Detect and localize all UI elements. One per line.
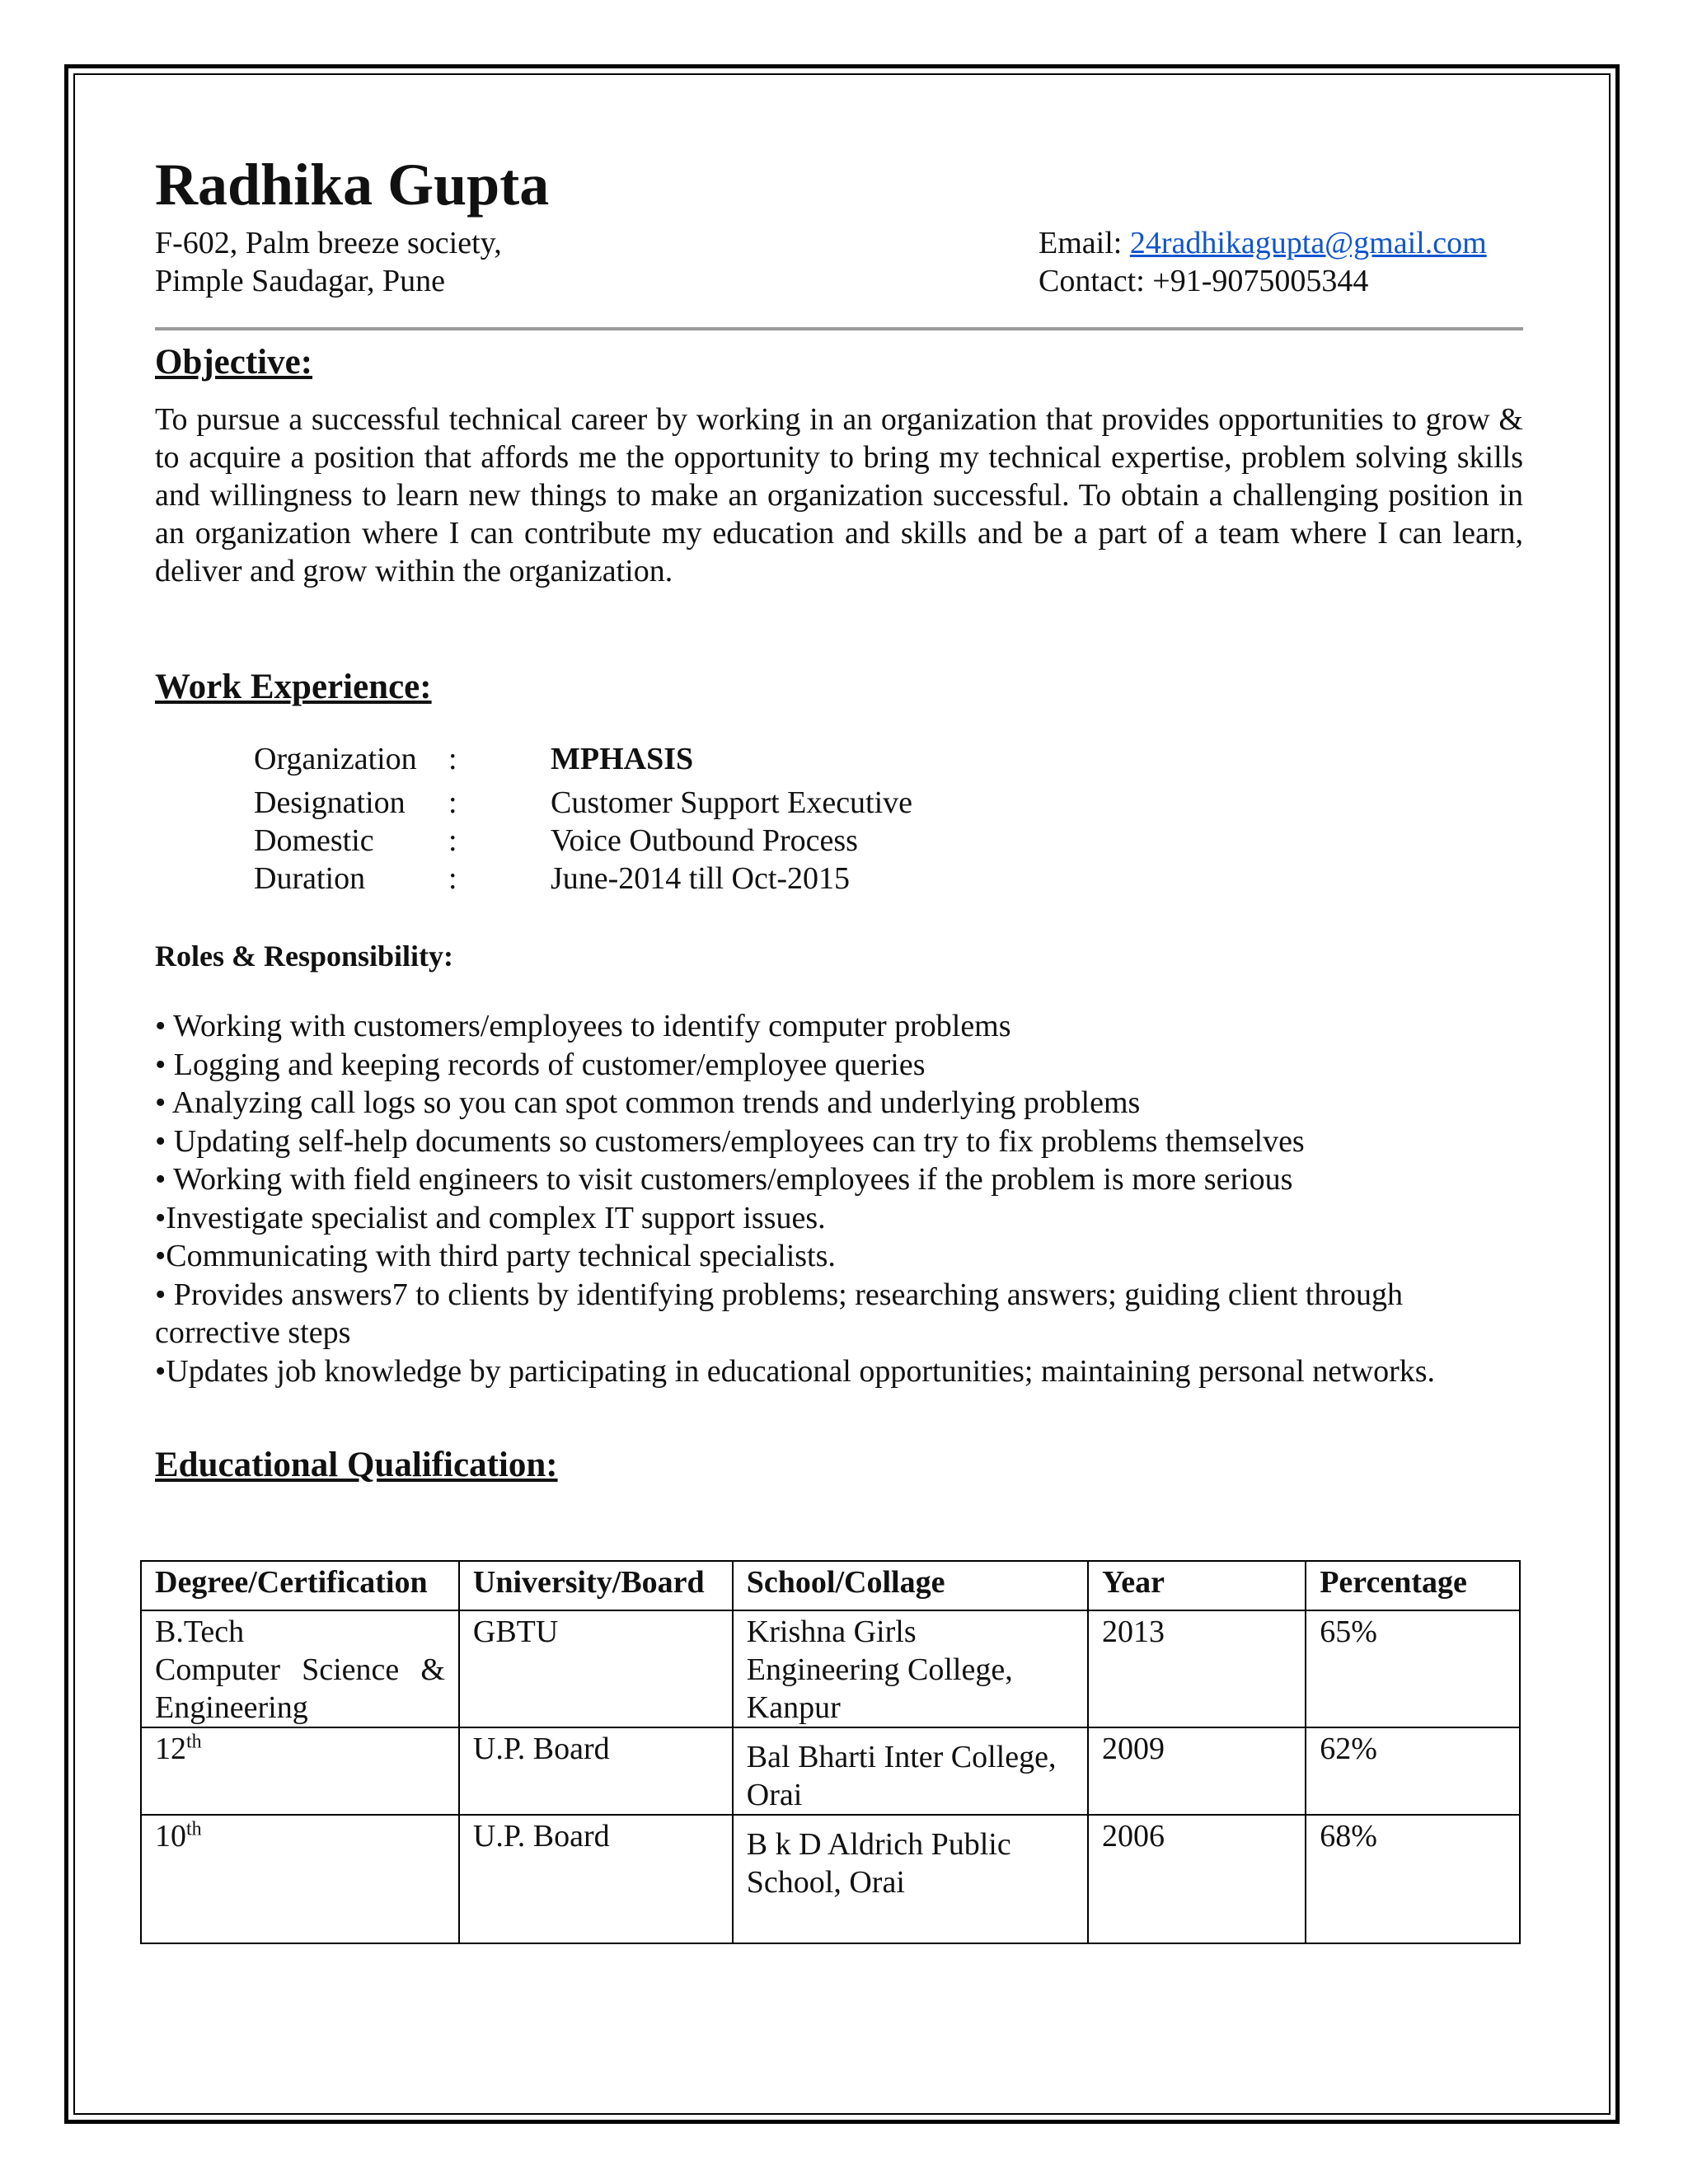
percentage-cell: 62%: [1306, 1727, 1520, 1815]
board-cell: U.P. Board: [459, 1815, 733, 1943]
list-item: • Working with customers/employees to identify computer problems: [155, 1009, 1011, 1043]
degree-suffix: th: [186, 1818, 202, 1840]
school-cell: B k D Aldrich Public School, Orai: [733, 1815, 1088, 1943]
degree-cell: [141, 1815, 459, 1943]
email-line: [1039, 227, 1487, 259]
list-item: •Investigate specialist and complex IT support issues.: [155, 1200, 826, 1235]
list-item: • Updating self-help documents so customers/employees can try to fix problems themselves: [155, 1123, 1305, 1159]
year-cell: 2006: [1088, 1815, 1306, 1943]
column-header: Degree/Certification: [141, 1561, 459, 1610]
degree-name: 12: [155, 1732, 186, 1766]
work-value: Voice Outbound Process: [551, 823, 858, 858]
year-cell: 2013: [1088, 1610, 1306, 1727]
roles-heading: Roles & Responsibility:: [155, 940, 454, 972]
table-row: [141, 1610, 1520, 1727]
work-colon: :: [448, 823, 457, 858]
candidate-name: Radhika Gupta: [155, 152, 550, 218]
school-cell: Krishna Girls Engineering College, Kanpur: [733, 1610, 1088, 1727]
column-header: University/Board: [459, 1561, 733, 1610]
board-cell: GBTU: [459, 1610, 733, 1727]
education-table: [140, 1560, 1521, 1944]
contact-label: Contact:: [1039, 264, 1153, 298]
list-item: •Communicating with third party technical specialists.: [155, 1239, 836, 1273]
objective-heading: Objective:: [155, 343, 313, 382]
list-item: • Provides answers7 to clients by identifying problems; researching answers; guiding client through corrective steps: [155, 1277, 1404, 1350]
school-cell: Bal Bharti Inter College, Orai: [733, 1727, 1088, 1815]
degree-cell: [141, 1727, 459, 1815]
list-item: • Working with field engineers to visit customers/employees if the problem is more serious: [155, 1162, 1293, 1197]
degree-name: 10: [155, 1819, 186, 1854]
percentage-cell: 65%: [1306, 1610, 1520, 1727]
address-line-1: F-602, Palm breeze society,: [155, 226, 502, 260]
table-row: [141, 1727, 1520, 1815]
degree-detail: Computer Science & Engineering: [155, 1652, 445, 1725]
work-label: Duration: [254, 861, 366, 896]
column-header: Percentage: [1306, 1561, 1520, 1610]
year-cell: 2009: [1088, 1727, 1306, 1815]
percentage-cell: 68%: [1306, 1815, 1520, 1943]
responsibility-list: [155, 1007, 1556, 1390]
work-experience-heading: Work Experience:: [155, 668, 432, 706]
work-value: MPHASIS: [551, 742, 694, 776]
address-line-2: Pimple Saudagar, Pune: [155, 264, 446, 298]
education-heading: Educational Qualification:: [155, 1446, 558, 1484]
work-label: Designation: [254, 785, 406, 820]
degree-suffix: th: [186, 1731, 202, 1753]
board-cell: U.P. Board: [459, 1727, 733, 1815]
header-divider: [155, 327, 1523, 330]
list-item: • Analyzing call logs so you can spot common trends and underlying problems: [155, 1085, 1141, 1120]
work-colon: :: [448, 785, 457, 820]
work-label: Domestic: [254, 823, 374, 858]
work-colon: :: [448, 861, 457, 896]
objective-text: To pursue a successful technical career by working in an organization that provides opportunities to grow & to acquire a position that affords me the opportunity to bring my technical expertise, problem solving skills and willingness to learn new things to make an organization successful. To obtain a challenging position in an organization where I can contribute my education and skills and be a part of a team where I can learn, deliver and grow within the organization.: [155, 402, 1523, 588]
email-link[interactable]: 24radhikagupta@gmail.com: [1129, 226, 1487, 260]
work-value: Customer Support Executive: [551, 785, 913, 820]
work-label: Organization: [254, 742, 417, 776]
contact-line: [1039, 265, 1368, 297]
work-value: June-2014 till Oct-2015: [551, 861, 851, 896]
table-header-row: [141, 1561, 1520, 1610]
degree-name: B.Tech: [155, 1615, 245, 1649]
degree-cell: [141, 1610, 459, 1727]
list-item: •Updates job knowledge by participating in educational opportunities; maintaining personal networks.: [155, 1353, 1436, 1389]
email-label: Email:: [1039, 226, 1130, 260]
list-item: • Logging and keeping records of customer/employee queries: [155, 1047, 926, 1082]
table-row: [141, 1815, 1520, 1943]
work-colon: :: [448, 742, 457, 776]
contact-number: +91-9075005344: [1152, 264, 1369, 298]
column-header: Year: [1088, 1561, 1306, 1610]
column-header: School/Collage: [733, 1561, 1088, 1610]
